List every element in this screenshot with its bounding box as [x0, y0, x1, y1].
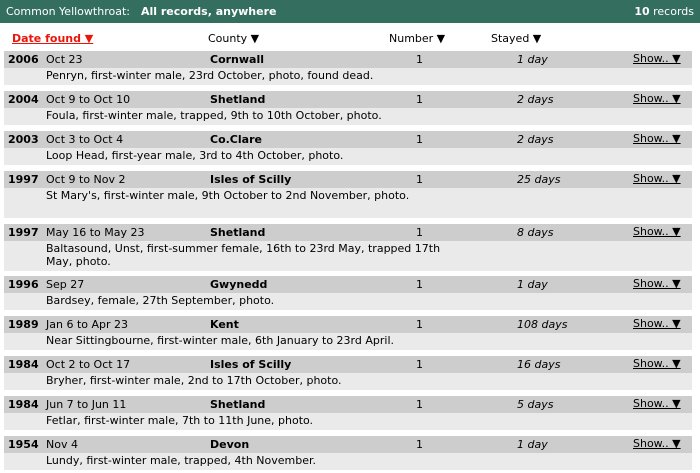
record-county: Shetland: [210, 93, 266, 106]
record-summary: [4, 396, 692, 413]
record-dates: Jan 6 to Apr 23: [46, 318, 129, 331]
record-number: 1: [416, 133, 423, 146]
record-year: 2004: [8, 93, 39, 106]
record-row: [4, 396, 692, 430]
record-year: 2006: [8, 53, 39, 66]
record-description: Bardsey, female, 27th September, photo.: [46, 294, 275, 307]
species-name: Common Yellowthroat:: [6, 5, 130, 18]
record-county: Isles of Scilly: [210, 173, 292, 186]
record-summary: [4, 316, 692, 333]
record-dates: Oct 9 to Oct 10: [46, 93, 131, 106]
record-details: [4, 293, 692, 310]
record-summary: [4, 131, 692, 148]
record-dates: Oct 23: [46, 53, 83, 66]
record-description: Penryn, first-winter male, 23rd October, photo, found dead.: [46, 69, 374, 82]
show-menu-button[interactable]: Show.. ▼: [633, 92, 681, 105]
record-details: [4, 453, 692, 470]
record-description: Bryher, first-winter male, 2nd to 17th October, photo.: [46, 374, 342, 387]
record-number: 1: [416, 438, 423, 451]
record-summary: [4, 224, 692, 241]
record-dates: Sep 27: [46, 278, 85, 291]
show-menu-button[interactable]: Show.. ▼: [633, 172, 681, 185]
record-count: [634, 5, 694, 18]
record-year: 1989: [8, 318, 39, 331]
show-menu-button[interactable]: Show.. ▼: [633, 437, 681, 450]
record-year: 1997: [8, 226, 39, 239]
record-row: [4, 131, 692, 165]
record-year: 1984: [8, 358, 39, 371]
record-stayed: 5 days: [517, 398, 554, 411]
record-row: [4, 51, 692, 85]
record-summary: [4, 276, 692, 293]
record-description: Loop Head, first-year male, 3rd to 4th October, photo.: [46, 149, 344, 162]
record-count-label: records: [649, 5, 694, 18]
record-row: [4, 316, 692, 350]
record-description: Fetlar, first-winter male, 7th to 11th June, photo.: [46, 414, 314, 427]
record-description: Near Sittingbourne, first-winter male, 6th January to 23rd April.: [46, 334, 394, 347]
record-dates: Nov 4: [46, 438, 78, 451]
record-summary: [4, 356, 692, 373]
record-number: 1: [416, 398, 423, 411]
record-county: Devon: [210, 438, 250, 451]
title-bar: [0, 0, 700, 23]
sort-stayed-header[interactable]: Stayed ▼: [491, 32, 542, 45]
record-stayed: 25 days: [517, 173, 561, 186]
record-stayed: 8 days: [517, 226, 554, 239]
record-number: 1: [416, 358, 423, 371]
sort-date-found-header[interactable]: Date found ▼: [12, 32, 94, 45]
record-description: St Mary's, first-winter male, 9th October to 2nd November, photo.: [46, 189, 410, 202]
record-details: [4, 108, 692, 125]
record-summary: [4, 91, 692, 108]
records-scope: All records, anywhere: [141, 5, 277, 18]
record-county: Co.Clare: [210, 133, 262, 146]
record-stayed: 1 day: [517, 438, 548, 451]
record-year: 1984: [8, 398, 39, 411]
record-number: 1: [416, 93, 423, 106]
show-menu-button[interactable]: Show.. ▼: [633, 277, 681, 290]
record-stayed: 2 days: [517, 93, 554, 106]
record-year: 2003: [8, 133, 39, 146]
record-number: 1: [416, 173, 423, 186]
record-details: [4, 333, 692, 350]
record-stayed: 2 days: [517, 133, 554, 146]
record-county: Shetland: [210, 398, 266, 411]
show-menu-button[interactable]: Show.. ▼: [633, 225, 681, 238]
record-stayed: 1 day: [517, 53, 548, 66]
show-menu-button[interactable]: Show.. ▼: [633, 317, 681, 330]
record-description: Foula, first-winter male, trapped, 9th to 10th October, photo.: [46, 109, 382, 122]
record-county: Kent: [210, 318, 239, 331]
record-county: Shetland: [210, 226, 266, 239]
record-number: 1: [416, 318, 423, 331]
show-menu-button[interactable]: Show.. ▼: [633, 357, 681, 370]
record-year: 1997: [8, 173, 39, 186]
record-details: [4, 188, 692, 218]
record-count-number: 10: [634, 5, 650, 18]
record-row: [4, 276, 692, 310]
record-dates: Oct 3 to Oct 4: [46, 133, 124, 146]
record-number: 1: [416, 53, 423, 66]
show-menu-button[interactable]: Show.. ▼: [633, 132, 681, 145]
record-number: 1: [416, 278, 423, 291]
record-summary: [4, 436, 692, 453]
record-stayed: 108 days: [517, 318, 568, 331]
record-county: Cornwall: [210, 53, 265, 66]
record-details: [4, 241, 692, 271]
record-county: Isles of Scilly: [210, 358, 292, 371]
record-row: [4, 91, 692, 125]
record-year: 1954: [8, 438, 39, 451]
record-details: [4, 148, 692, 165]
record-summary: [4, 171, 692, 188]
show-menu-button[interactable]: Show.. ▼: [633, 52, 681, 65]
record-dates: Jun 7 to Jun 11: [46, 398, 127, 411]
show-menu-button[interactable]: Show.. ▼: [633, 397, 681, 410]
record-description: Baltasound, Unst, first-summer female, 16th to 23rd May, trapped 17th May, photo.: [46, 242, 441, 268]
sort-county-header[interactable]: County ▼: [208, 32, 260, 45]
record-summary: [4, 51, 692, 68]
record-row: [4, 356, 692, 390]
record-row: [4, 436, 692, 470]
record-description: Lundy, first-winter male, trapped, 4th November.: [46, 454, 316, 467]
record-number: 1: [416, 226, 423, 239]
record-stayed: 1 day: [517, 278, 548, 291]
record-row: [4, 171, 692, 218]
record-county: Gwynedd: [210, 278, 268, 291]
record-year: 1996: [8, 278, 39, 291]
record-dates: Oct 9 to Nov 2: [46, 173, 126, 186]
record-details: [4, 413, 692, 430]
record-row: [4, 224, 692, 271]
record-dates: Oct 2 to Oct 17: [46, 358, 131, 371]
record-details: [4, 68, 692, 85]
record-dates: May 16 to May 23: [46, 226, 145, 239]
sort-number-header[interactable]: Number ▼: [389, 32, 446, 45]
record-stayed: 16 days: [517, 358, 561, 371]
record-details: [4, 373, 692, 390]
